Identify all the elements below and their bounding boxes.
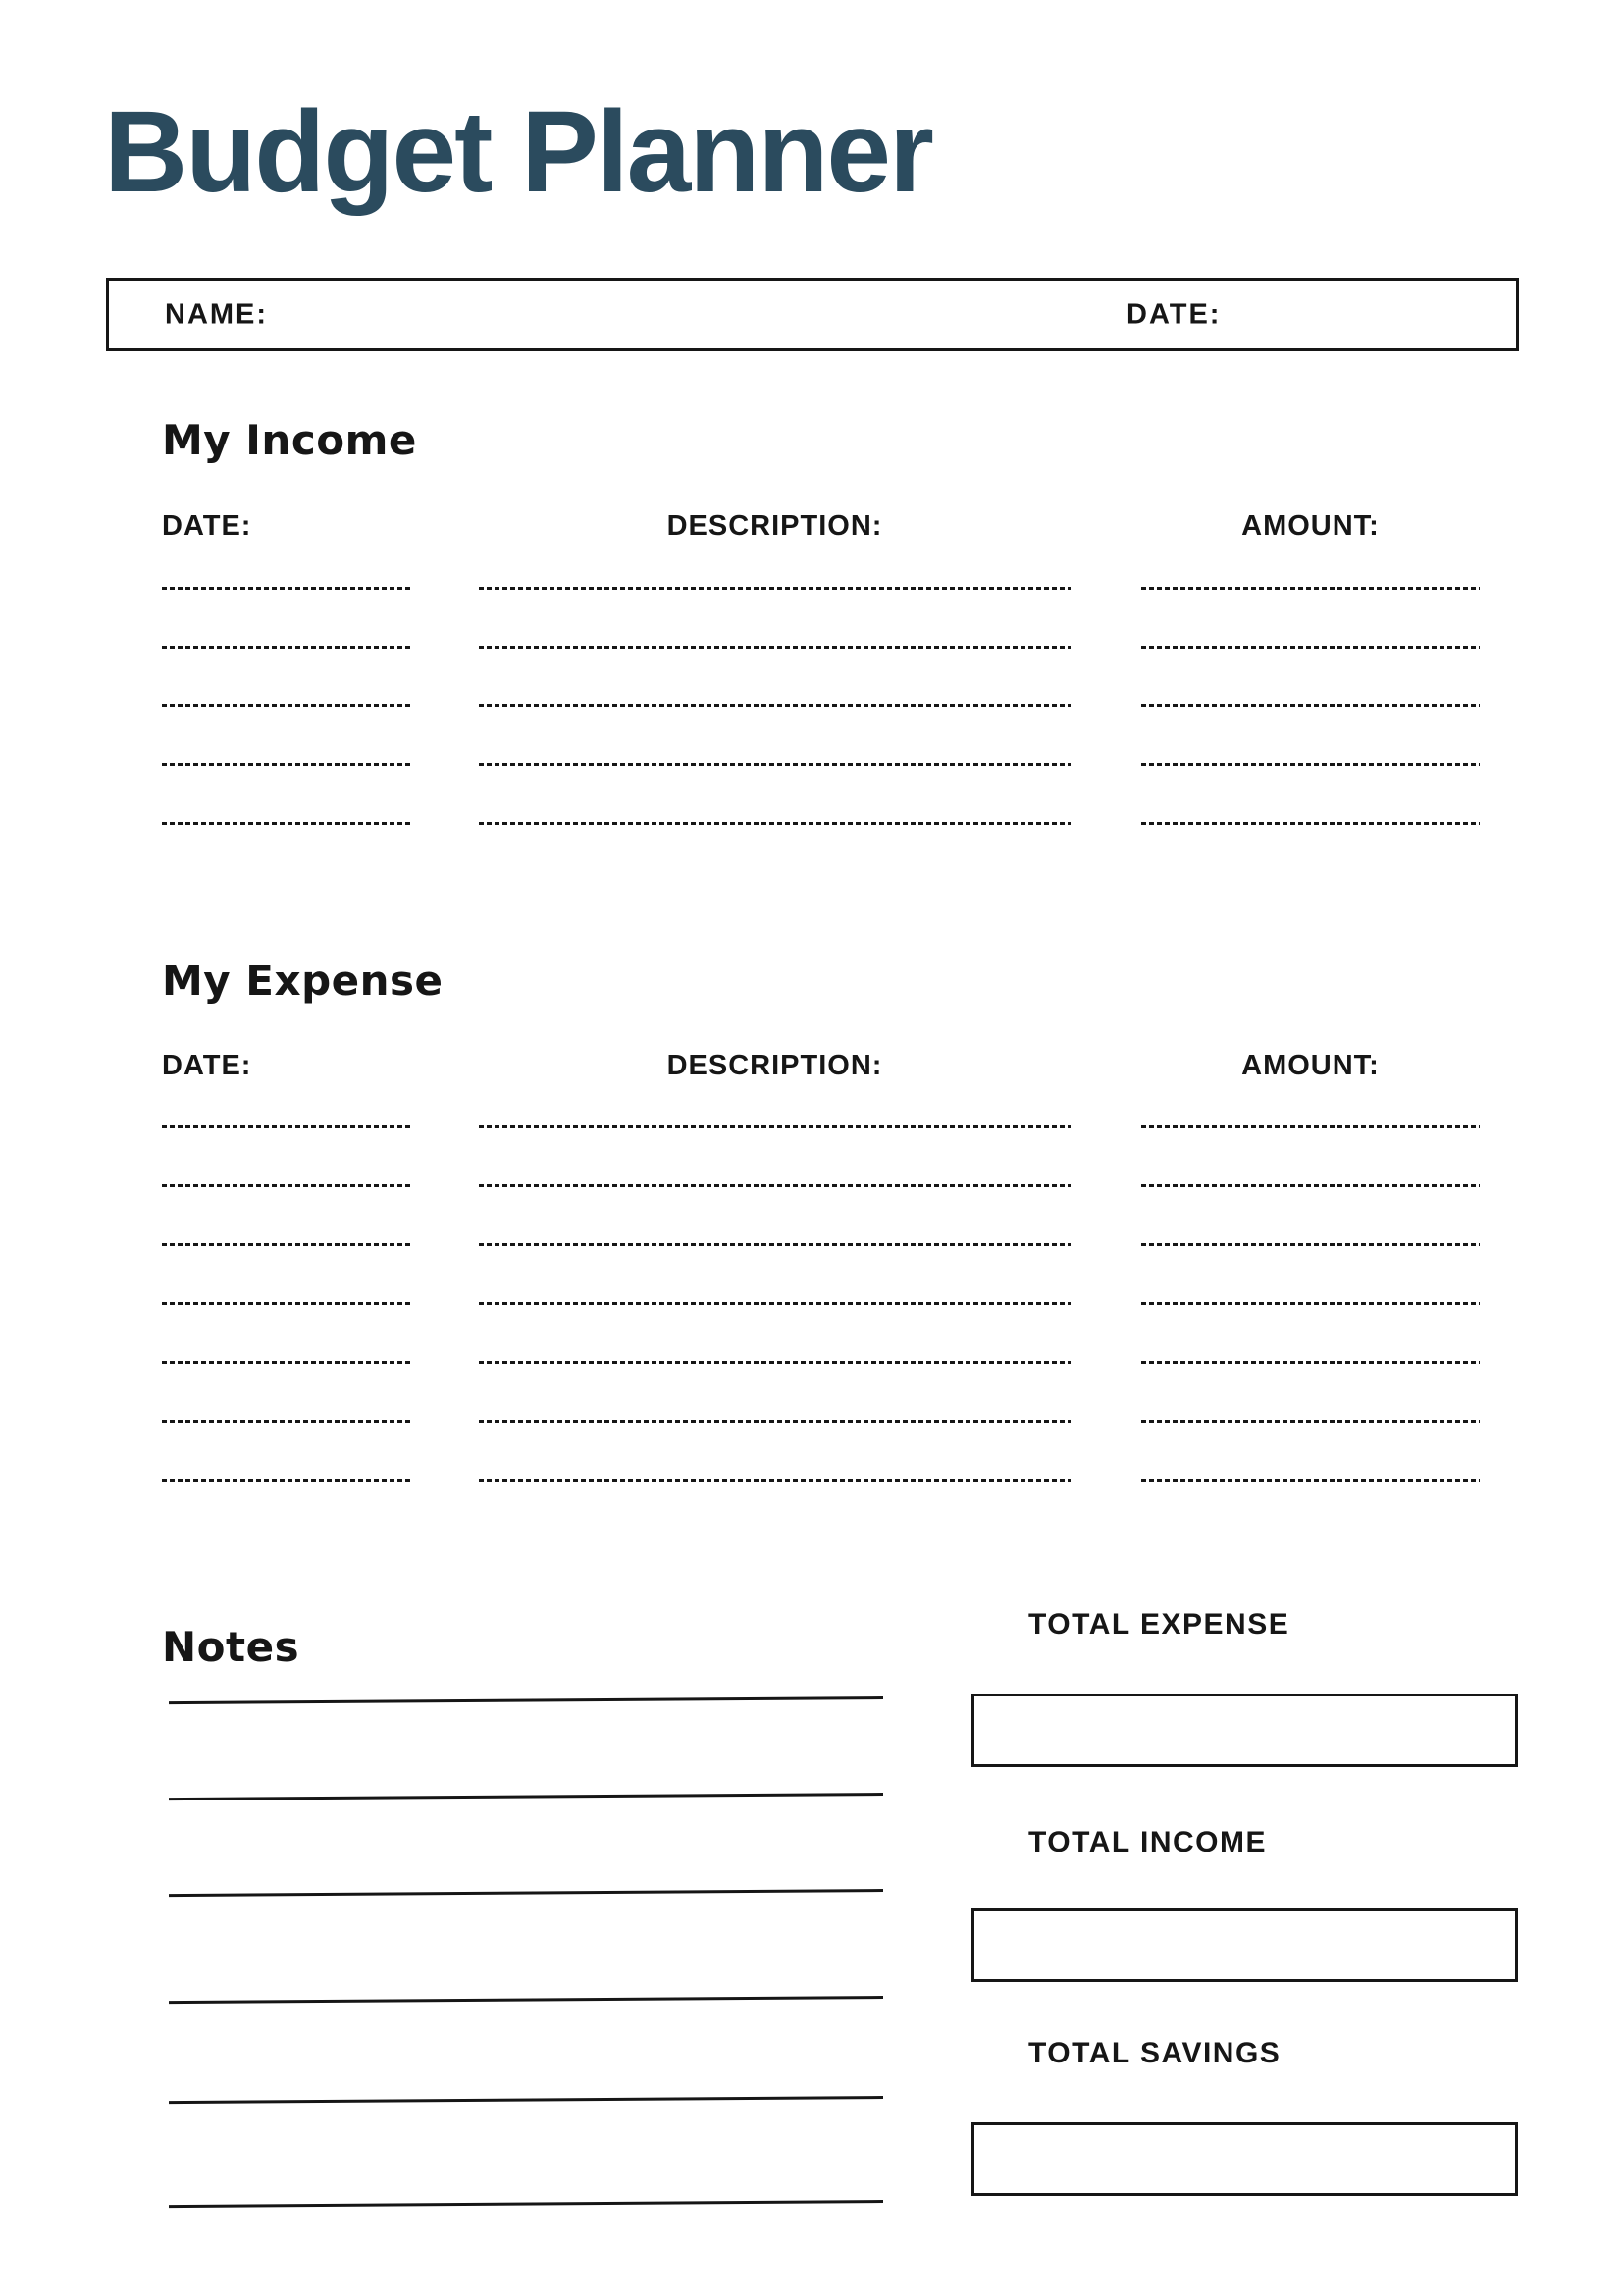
note-line-6[interactable] — [169, 2200, 883, 2208]
income-amount-column-header: AMOUNT: — [1241, 510, 1380, 542]
expense-row-3-amount-line[interactable] — [1141, 1243, 1480, 1246]
income-row-2-amount-line[interactable] — [1141, 646, 1480, 649]
total-expense-label: TOTAL EXPENSE — [1028, 1608, 1290, 1641]
expense-row-5-amount-line[interactable] — [1141, 1361, 1480, 1364]
notes-heading: Notes — [162, 1623, 300, 1671]
income-row-4-amount-line[interactable] — [1141, 763, 1480, 766]
expense-row-3-description-line[interactable] — [479, 1243, 1071, 1246]
total-income-box[interactable] — [971, 1908, 1518, 1982]
income-row-5-amount-line[interactable] — [1141, 822, 1480, 825]
expense-row-6-amount-line[interactable] — [1141, 1420, 1480, 1423]
date-label: DATE: — [1126, 298, 1222, 330]
note-line-3[interactable] — [169, 1889, 883, 1897]
date-input-area[interactable] — [1242, 281, 1512, 348]
note-line-1[interactable] — [169, 1696, 883, 1704]
expense-row-7-amount-line[interactable] — [1141, 1479, 1480, 1482]
income-row-5-date-line[interactable] — [162, 822, 413, 825]
note-line-2[interactable] — [169, 1793, 883, 1800]
income-row-2-description-line[interactable] — [479, 646, 1071, 649]
expense-row-1-amount-line[interactable] — [1141, 1125, 1480, 1128]
income-row-3-description-line[interactable] — [479, 704, 1071, 707]
expense-row-5-description-line[interactable] — [479, 1361, 1071, 1364]
page-title: Budget Planner — [104, 87, 932, 217]
expense-heading: My Expense — [162, 957, 444, 1005]
expense-row-4-description-line[interactable] — [479, 1302, 1071, 1305]
income-description-column-header: DESCRIPTION: — [666, 510, 883, 542]
expense-row-6-date-line[interactable] — [162, 1420, 413, 1423]
income-row-4-description-line[interactable] — [479, 763, 1071, 766]
expense-row-1-date-line[interactable] — [162, 1125, 413, 1128]
total-income-label: TOTAL INCOME — [1028, 1826, 1267, 1858]
name-date-box — [106, 278, 1519, 351]
income-row-3-amount-line[interactable] — [1141, 704, 1480, 707]
expense-amount-column-header: AMOUNT: — [1241, 1050, 1380, 1081]
income-row-1-date-line[interactable] — [162, 587, 413, 590]
income-heading: My Income — [162, 416, 417, 464]
expense-row-6-description-line[interactable] — [479, 1420, 1071, 1423]
note-line-4[interactable] — [169, 1996, 883, 2004]
expense-row-5-date-line[interactable] — [162, 1361, 413, 1364]
note-line-5[interactable] — [169, 2096, 883, 2104]
expense-description-column-header: DESCRIPTION: — [666, 1050, 883, 1081]
income-row-2-date-line[interactable] — [162, 646, 413, 649]
total-savings-box[interactable] — [971, 2122, 1518, 2196]
expense-row-4-amount-line[interactable] — [1141, 1302, 1480, 1305]
income-row-5-description-line[interactable] — [479, 822, 1071, 825]
expense-row-2-description-line[interactable] — [479, 1184, 1071, 1187]
income-row-4-date-line[interactable] — [162, 763, 413, 766]
expense-row-2-amount-line[interactable] — [1141, 1184, 1480, 1187]
expense-row-1-description-line[interactable] — [479, 1125, 1071, 1128]
expense-row-2-date-line[interactable] — [162, 1184, 413, 1187]
expense-row-7-date-line[interactable] — [162, 1479, 413, 1482]
expense-row-7-description-line[interactable] — [479, 1479, 1071, 1482]
expense-row-4-date-line[interactable] — [162, 1302, 413, 1305]
expense-date-column-header: DATE: — [162, 1050, 252, 1081]
income-row-3-date-line[interactable] — [162, 704, 413, 707]
income-date-column-header: DATE: — [162, 510, 252, 542]
total-savings-label: TOTAL SAVINGS — [1028, 2037, 1282, 2069]
name-label: NAME: — [165, 298, 269, 330]
income-row-1-description-line[interactable] — [479, 587, 1071, 590]
name-input-area[interactable] — [281, 281, 1085, 348]
expense-row-3-date-line[interactable] — [162, 1243, 413, 1246]
income-row-1-amount-line[interactable] — [1141, 587, 1480, 590]
total-expense-box[interactable] — [971, 1694, 1518, 1767]
